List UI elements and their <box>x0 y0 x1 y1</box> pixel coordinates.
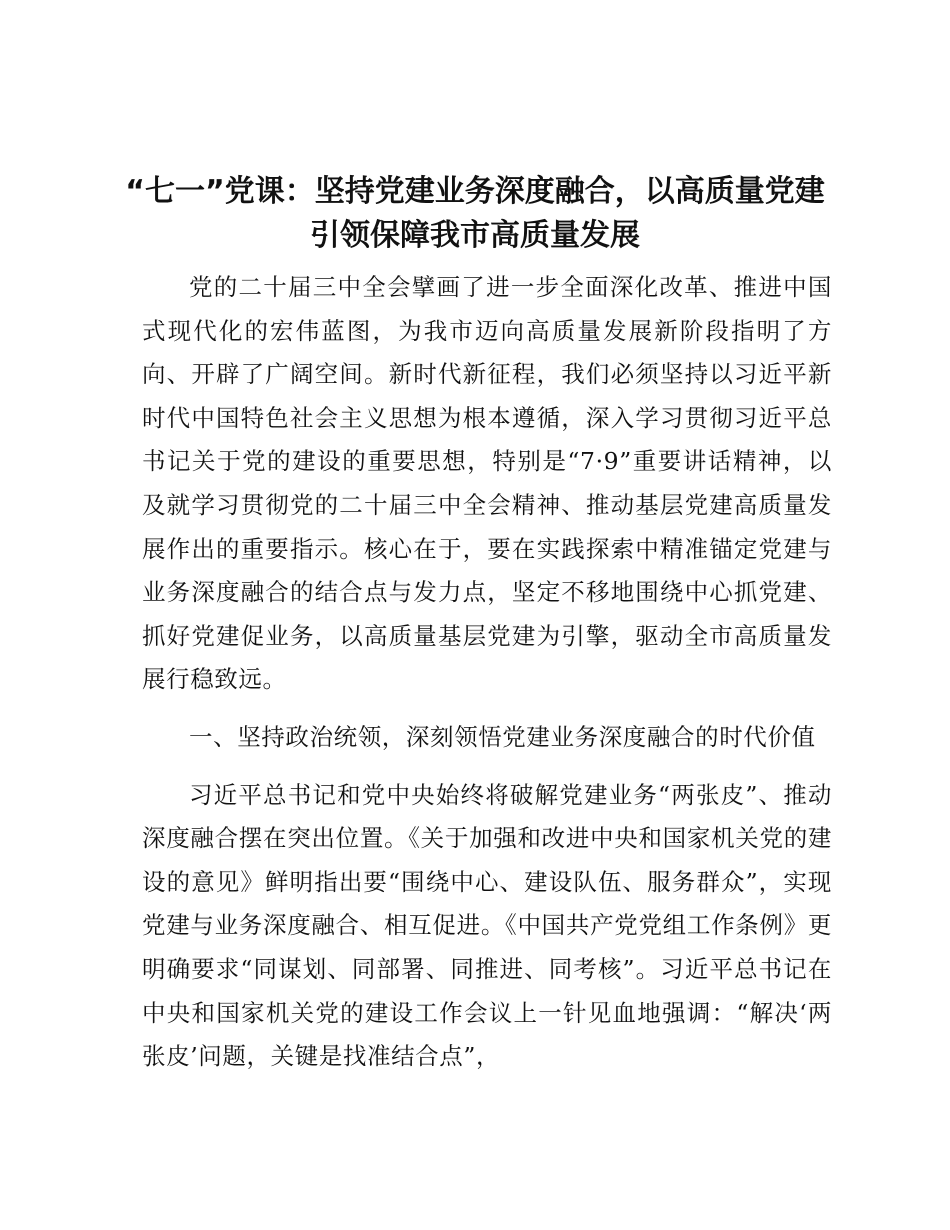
intro-paragraph: 党的二十届三中全会擘画了进一步全面深化改革、推进中国式现代化的宏伟蓝图，为我市迈向高质量发展新阶段指明了方向、开辟了广阔空间。新时代新征程，我们必须坚持以习近平新时代中国特色社会主义思想为根本遵循，深入学习贯彻习近平总书记关于党的建设的重要思想，特别是“7·9”重要讲话精神，以及就学习贯彻党的二十届三中全会精神、推动基层党建高质量发展作出的重要指示。核心在于，要在实践探索中精准锚定党建与业务深度融合的结合点与发力点，坚定不移地围绕中心抓党建、抓好党建促业务，以高质量基层党建为引擎，驱动全市高质量发展行稳致远。 <box>142 273 832 694</box>
section-heading: 一、坚持政治统领，深刻领悟党建业务深度融合的时代价值 <box>189 722 816 751</box>
document-body <box>142 266 832 1079</box>
section-paragraph: 习近平总书记和党中央始终将破解党建业务“两张皮”、推动深度融合摆在突出位置。《关于加强和改进中央和国家机关党的建设的意见》鲜明指出要“围绕中心、建设队伍、服务群众”，实现党建与业务深度融合、相互促进。《中国共产党党组工作条例》更明确要求“同谋划、同部署、同推进、同考核”。习近平总书记在中央和国家机关党的建设工作会议上一针见血地强调：“解决‘两张皮’问题，关键是找准结合点”， <box>142 780 832 1071</box>
document-title: “七一”党课：坚持党建业务深度融合，以高质量党建引领保障我市高质量发展 <box>125 174 825 253</box>
